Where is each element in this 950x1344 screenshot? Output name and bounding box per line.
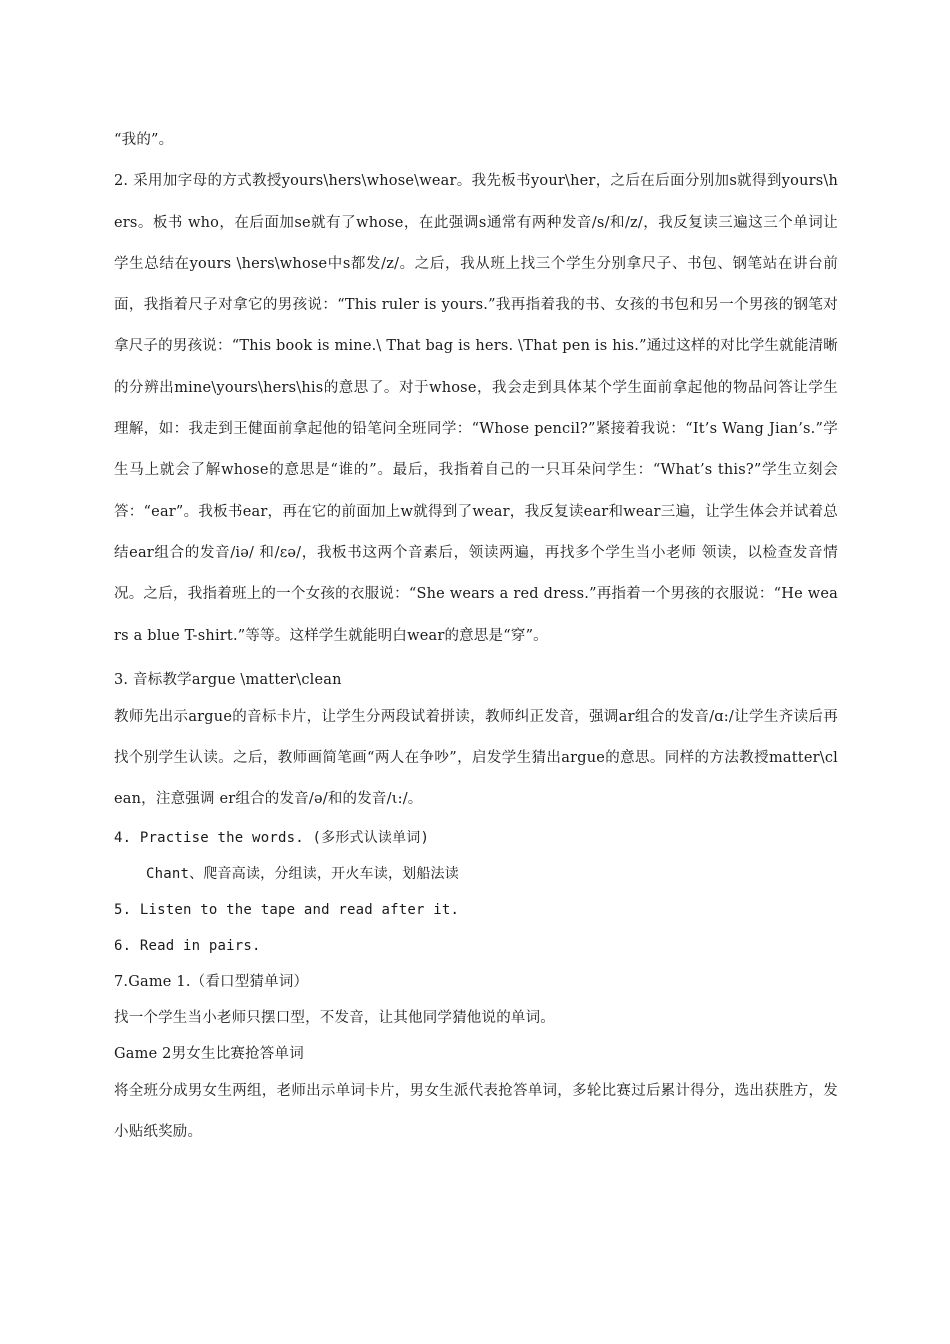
- heading-step-7-game-1: 7.Game 1.（看口型猜单词）: [114, 973, 309, 990]
- paragraph-step-4-reading-methods: Chant、爬音高读，分组读，开火车读，划船法读: [146, 865, 459, 882]
- heading-game-2: Game 2男女生比赛抢答单词: [114, 1045, 304, 1062]
- heading-step-6-read-in-pairs: 6. Read in pairs.: [114, 937, 261, 954]
- paragraph-opening-quote: “我的”。: [114, 132, 174, 148]
- paragraph-game-2-description: 将全班分成男女生两组，老师出示单词卡片，男女生派代表抢答单词，多轮比赛过后累计得分，选出获胜方，发小贴纸奖励。: [114, 1082, 838, 1141]
- heading-step-3-phonetics: 3. 音标教学argue \matter\clean: [114, 671, 342, 688]
- paragraph-step-2-yours-hers-whose-wear: 2. 采用加字母的方式教授yours\hers\whose\wear。我先板书your\her，之后在后面分别加s就得到yours\hers。板书 who，在后面加se就有了whose，在此强调s通常有两种发音/s/和/z/，我反复读三遍这三个单词让学生总结在yours \hers\whose中s都发/z/。之后，我从班上找三个学生分别拿尺子、书包、钢笔站在讲台前面，我指着尺子对拿它的男孩说：“This ruler is yours.”我再指着我的书、女孩的书包和另一个男孩的钢笔对拿尺子的男孩说：“This book is mine.\ That bag is hers. \That pen is his.”通过这样的对比学生就能清晰的分辨出mine\yours\hers\his的意思了。对于whose，我会走到具体某个学生面前拿起他的物品问答让学生理解，如：我走到王健面前拿起他的铅笔问全班同学：“Whose pencil?”紧接着我说：“It’s Wang Jian’s.”学生马上就会了解whose的意思是“谁的”。最后，我指着自己的一只耳朵问学生：“What’s this?”学生立刻会答：“ear”。我板书ear，再在它的前面加上w就得到了wear，我反复读ear和wear三遍，让学生体会并试着总结ear组合的发音/iə/ 和/εə/，我板书这两个音素后，领读两遍，再找多个学生当小老师 领读，以检查发音情况。之后，我指着班上的一个女孩的衣服说：“She wears a red dress.”再指着一个男孩的衣服说：“He wears a blue T-shirt.”等等。这样学生就能明白wear的意思是“穿”。: [114, 173, 838, 644]
- heading-step-4-practise-words: 4. Practise the words. (多形式认读单词): [114, 829, 430, 846]
- heading-step-5-listen-tape: 5. Listen to the tape and read after it.: [114, 901, 460, 918]
- paragraph-game-1-description: 找一个学生当小老师只摆口型，不发音，让其他同学猜他说的单词。: [114, 1009, 555, 1026]
- document-body: [114, 120, 838, 1153]
- paragraph-step-3-argue-matter-clean: 教师先出示argue的音标卡片，让学生分两段试着拼读，教师纠正发音，强调ar组合的发音/ɑ:/让学生齐读后再找个别学生认读。之后，教师画简笔画“两人在争吵”，启发学生猜出argue的意思。同样的方法教授matter\clean，注意强调 er组合的发音/ə/和的发音/ι:/。: [114, 708, 838, 808]
